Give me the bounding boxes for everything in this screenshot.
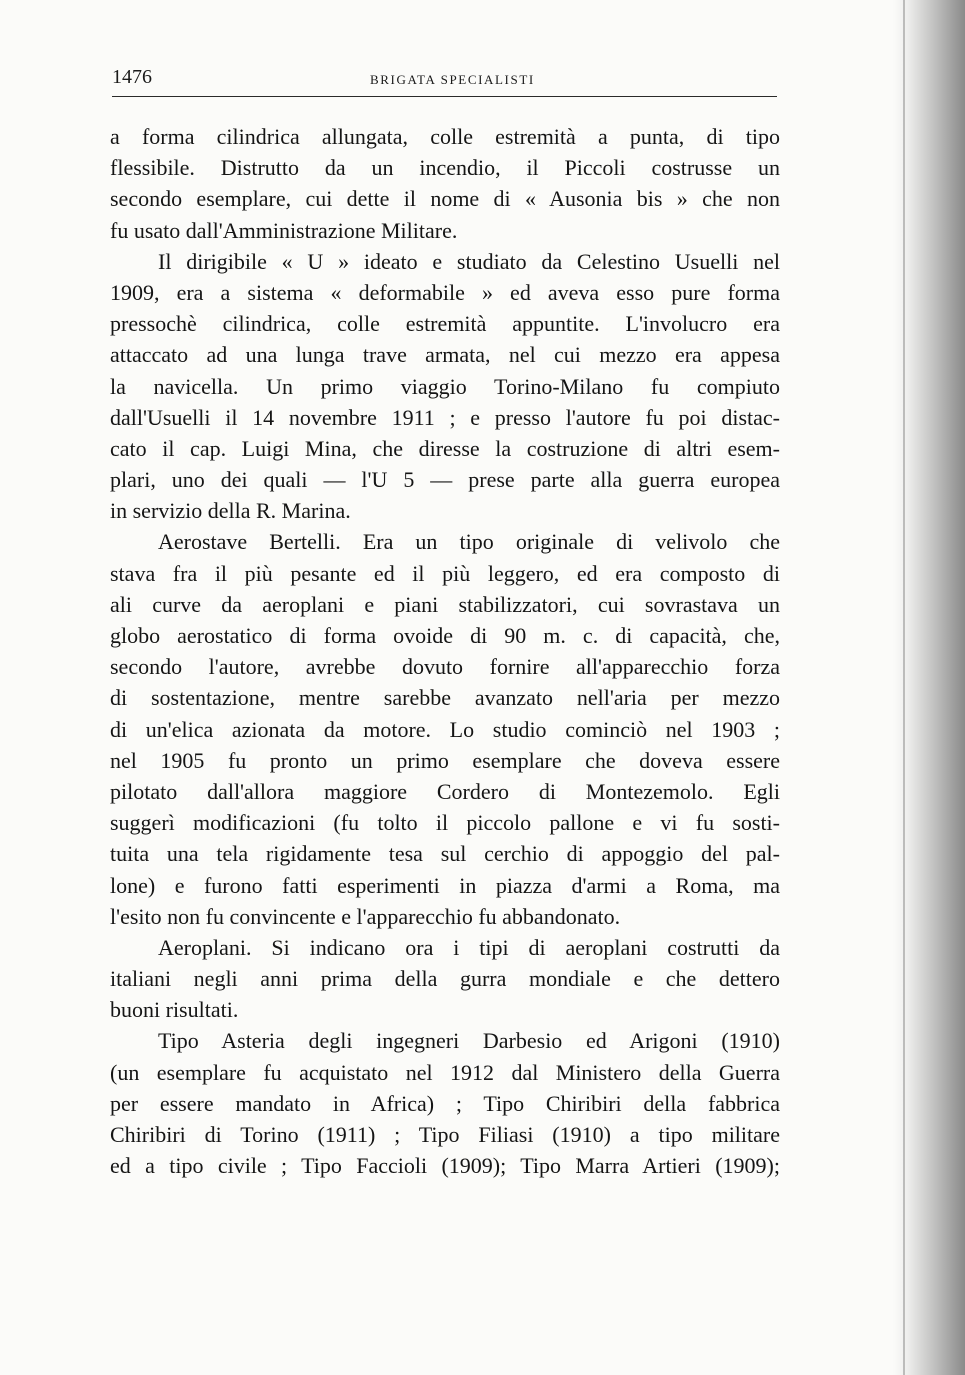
text-line: stava fra il più pesante ed il più leggero, ed era composto di bbox=[110, 560, 780, 586]
text-line: suggerì modificazioni (fu tolto il piccolo pallone e vi fu sosti- bbox=[110, 810, 780, 836]
text-line: per essere mandato in Africa) ; Tipo Chiribiri della fabbrica bbox=[110, 1090, 780, 1116]
text-line: (un esemplare fu acquistato nel 1912 dal Ministero della Guerra bbox=[110, 1059, 780, 1085]
text-line: Aerostave Bertelli. Era un tipo originale di velivolo che bbox=[158, 529, 780, 555]
text-line: attaccato ad una lunga trave armata, nel cui mezzo era appesa bbox=[110, 342, 780, 368]
text-line: pressochè cilindrica, colle estremità appuntite. L'involucro era bbox=[110, 311, 780, 337]
text-line: italiani negli anni prima della gurra mondiale e che dettero bbox=[110, 966, 780, 992]
text-line: 1909, era a sistema « deformabile » ed aveva esso pure forma bbox=[110, 279, 780, 305]
text-line: ali curve da aeroplani e piani stabilizzatori, cui sovrastava un bbox=[110, 591, 780, 617]
text-line: di un'elica azionata da motore. Lo studio cominciò nel 1903 ; bbox=[110, 716, 780, 742]
text-line: cato il cap. Luigi Mina, che diresse la costruzione di altri esem- bbox=[110, 435, 780, 461]
text-line: di sostentazione, mentre sarebbe avanzato nell'aria per mezzo bbox=[110, 685, 780, 711]
text-line: secondo l'autore, avrebbe dovuto fornire all'apparecchio forza bbox=[110, 654, 780, 680]
text-line: tuita una tela rigidamente tesa sul cerchio di appoggio del pal- bbox=[110, 841, 780, 867]
text-line: Il dirigibile « U » ideato e studiato da Celestino Usuelli nel bbox=[158, 248, 780, 274]
text-line: la navicella. Un primo viaggio Torino-Milano fu compiuto bbox=[110, 373, 780, 399]
text-line: a forma cilindrica allungata, colle estremità a punta, di tipo bbox=[110, 124, 780, 149]
text-line: plari, uno dei quali — l'U 5 — prese parte alla guerra europea bbox=[110, 467, 780, 493]
text-line: flessibile. Distrutto da un incendio, il Piccoli costrusse un bbox=[110, 155, 780, 181]
text-line: buoni risultati. bbox=[110, 997, 239, 1023]
running-head: BRIGATA SPECIALISTI bbox=[370, 72, 535, 87]
text-line: Chiribiri di Torino (1911) ; Tipo Filiasi (1910) a tipo militare bbox=[110, 1122, 780, 1147]
page-fold-line bbox=[903, 0, 905, 1375]
text-line: dall'Usuelli il 14 novembre 1911 ; e presso l'autore fu poi distac- bbox=[110, 404, 780, 430]
text-line: in servizio della R. Marina. bbox=[110, 498, 351, 524]
text-line: nel 1905 fu pronto un primo esemplare che doveva essere bbox=[110, 747, 780, 773]
text-line: Tipo Asteria degli ingegneri Darbesio ed Arigoni (1910) bbox=[158, 1028, 780, 1054]
text-line: secondo esemplare, cui dette il nome di « Ausonia bis » che non bbox=[110, 186, 780, 212]
text-line: Aeroplani. Si indicano ora i tipi di aeroplani costrutti da bbox=[158, 934, 780, 960]
text-line: ed a tipo civile ; Tipo Faccioli (1909); Tipo Marra Artieri (1909); bbox=[110, 1153, 780, 1179]
text-line: pilotato dall'allora maggiore Cordero di Montezemolo. Egli bbox=[110, 778, 780, 804]
text-line: lone) e furono fatti esperimenti in piazza d'armi a Roma, ma bbox=[110, 872, 780, 898]
body-text bbox=[110, 121, 780, 1181]
text-line: l'esito non fu convincente e l'apparecchio fu abbandonato. bbox=[110, 903, 621, 929]
text-line: globo aerostatico di forma ovoide di 90 m. c. di capacità, che, bbox=[110, 623, 780, 648]
page-header bbox=[112, 66, 777, 97]
text-line: fu usato dall'Amministrazione Militare. bbox=[110, 217, 458, 243]
page-number: 1476 bbox=[112, 66, 152, 88]
